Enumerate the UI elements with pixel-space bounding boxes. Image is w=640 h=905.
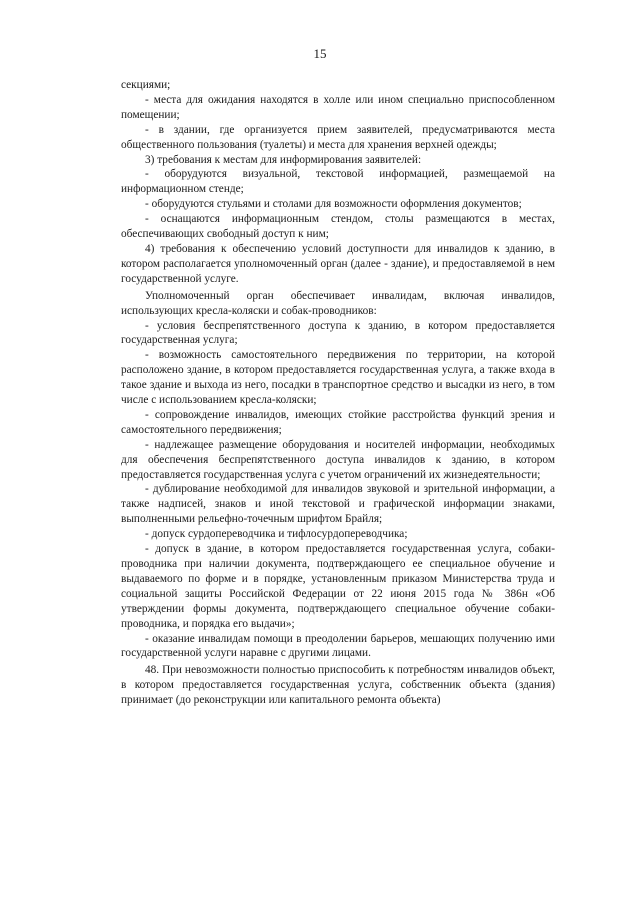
paragraph-public-facilities: - в здании, где организуется прием заявителей, предусматриваются места общественного пользования (туалеты) и места для хранения верхней одежды;: [121, 123, 555, 151]
paragraph-stand-access: - оснащаются информационным стендом, столы размещаются в местах, обеспечивающих свободный доступ к ним;: [121, 213, 555, 241]
paragraph-authority-provides: Уполномоченный орган обеспечивает инвалидам, включая инвалидов, использующих кресла-коляски и собак-проводников:: [121, 289, 555, 317]
paragraph-interpreters: - допуск сурдопереводчика и тифлосурдопереводчика;: [145, 528, 408, 541]
paragraph-chairs-tables: - оборудуются стульями и столами для возможности оформления документов;: [145, 198, 522, 211]
paragraph-equipment-placement: - надлежащее размещение оборудования и носителей информации, необходимых для обеспечения беспрепятственного доступа инвалидов к зданию, в котором предоставляется государственная услуга с учетом ограничений их жизнедеятельности;: [121, 438, 555, 481]
paragraph-assistance: - оказание инвалидам помощи в преодолении барьеров, мешающих получению ими государственной услуги наравне с другими лицами.: [121, 632, 555, 660]
paragraph-access-conditions: - условия беспрепятственного доступа к зданию, в котором предоставляется государственная услуга;: [121, 319, 555, 347]
paragraph-escort: - сопровождение инвалидов, имеющих стойкие расстройства функций зрения и самостоятельного передвижения;: [121, 408, 555, 436]
paragraph-movement: - возможность самостоятельного передвижения по территории, на которой расположено здание, в котором предоставляется государственная услуга, а также входа в такое здание и выхода из него, посадки в транспортное средство и высадки из него, в том числе с использованием кресла-коляски;: [121, 349, 555, 407]
paragraph-accessibility-requirements: 4) требования к обеспечению условий доступности для инвалидов к зданию, в котором располагается уполномоченный орган (далее - здание), и предоставляемой в нем государственной услуге.: [121, 242, 555, 285]
paragraph-guide-dog: - допуск в здание, в котором предоставляется государственная услуга, собаки-проводника при наличии документа, подтверждающего ее специальное обучение и выдаваемого по форме и в порядке, установленным приказом Министерства труда и социальной защиты Российской Федерации от 22 июня 2015 года № 386н «Об утверждении формы документа, подтверждающего специальное обучение собаки-проводника, и порядка его выдачи»;: [121, 543, 555, 630]
paragraph-continuation: секциями;: [121, 79, 171, 91]
paragraph-braille: - дублирование необходимой для инвалидов звуковой и зрительной информации, а также надписей, знаков и иной текстовой и графической информации знаками, выполненными рельефно-точечным шрифтом Брайля;: [121, 483, 555, 526]
document-body: [121, 78, 555, 708]
paragraph-48: 48. При невозможности полностью приспособить к потребностям инвалидов объект, в котором предоставляется государственная услуга, собственник объекта (здания) принимает (до реконструкции или капитального ремонта объекта): [121, 664, 555, 707]
page-number: 15: [313, 46, 327, 61]
paragraph-info-stand: - оборудуются визуальной, текстовой информацией, размещаемой на информационном стенде;: [121, 168, 555, 196]
paragraph-info-requirements: 3) требования к местам для информирования заявителей:: [145, 153, 422, 166]
paragraph-waiting-areas: - места для ожидания находятся в холле или ином специально приспособленном помещении;: [121, 93, 555, 121]
